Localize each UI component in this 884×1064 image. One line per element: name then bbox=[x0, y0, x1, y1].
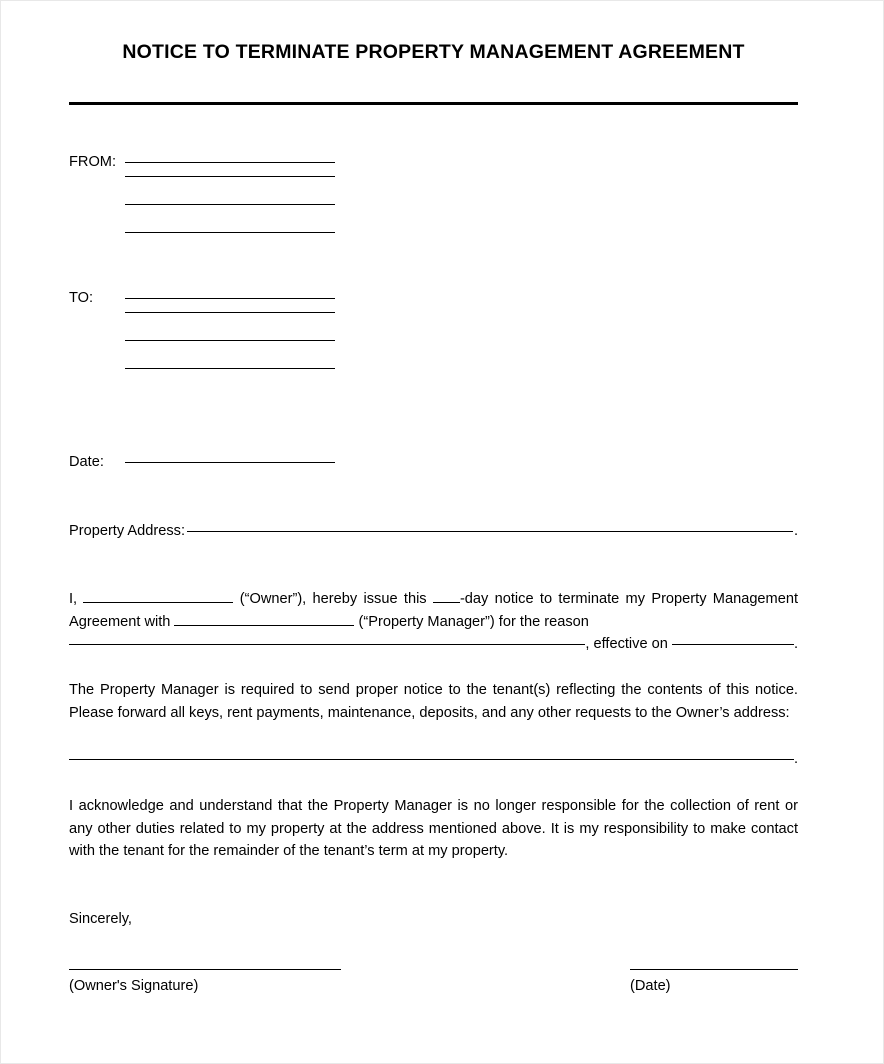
owner-name-input-line[interactable] bbox=[83, 591, 233, 603]
property-manager-input-line[interactable] bbox=[174, 614, 354, 626]
signature-date-input-line[interactable] bbox=[630, 969, 798, 970]
from-input-line-2[interactable] bbox=[125, 176, 335, 177]
property-address-period: . bbox=[793, 522, 798, 539]
from-address-block bbox=[69, 151, 798, 263]
date-field-row bbox=[69, 451, 798, 473]
to-line-2 bbox=[69, 315, 798, 343]
from-line-1 bbox=[69, 151, 798, 179]
from-input-line-1[interactable] bbox=[125, 162, 335, 163]
document-content bbox=[69, 1, 798, 996]
signature-date-caption: (Date) bbox=[630, 977, 671, 994]
to-input-line-1[interactable] bbox=[125, 298, 335, 299]
to-address-block bbox=[69, 287, 798, 399]
owner-signature-caption: (Owner's Signature) bbox=[69, 977, 199, 994]
para1-seg-3: -day notice to terminate my Property Management Agreement with bbox=[69, 591, 798, 630]
notice-days-input-line[interactable] bbox=[433, 591, 460, 603]
property-address-input-line[interactable] bbox=[187, 531, 793, 532]
date-input-line[interactable] bbox=[125, 462, 335, 463]
paragraph-two: The Property Manager is required to send proper notice to the tenant(s) reflecting the contents of this notice. Please forward all keys, rent payments, maintenance, deposits, and any other requests to the Owner’s address: bbox=[69, 682, 798, 721]
to-input-line-3[interactable] bbox=[125, 340, 335, 341]
page-title: NOTICE TO TERMINATE PROPERTY MANAGEMENT AGREEMENT bbox=[122, 41, 745, 63]
to-input-line-4[interactable] bbox=[125, 368, 335, 369]
property-address-label: Property Address: bbox=[69, 522, 185, 539]
owner-address-period: . bbox=[793, 751, 798, 768]
to-line-3 bbox=[69, 343, 798, 371]
to-line-4 bbox=[69, 371, 798, 399]
effective-on-label: , effective on bbox=[585, 636, 672, 653]
signature-block bbox=[69, 969, 798, 996]
owner-address-fill-row bbox=[69, 751, 798, 767]
para1-seg-1: I, bbox=[69, 591, 84, 608]
from-line-4 bbox=[69, 235, 798, 263]
paragraph-one-period: . bbox=[793, 636, 798, 653]
from-input-line-3[interactable] bbox=[125, 204, 335, 205]
from-line-3 bbox=[69, 207, 798, 235]
from-label: FROM: bbox=[69, 154, 117, 171]
para1-seg-4: (“Property Manager”) for the reason bbox=[354, 613, 589, 630]
to-label: TO: bbox=[69, 290, 94, 307]
reason-input-line[interactable] bbox=[69, 644, 585, 645]
from-input-line-4[interactable] bbox=[125, 232, 335, 233]
owner-signature-column bbox=[69, 969, 341, 996]
title-divider bbox=[69, 102, 798, 105]
from-line-2 bbox=[69, 179, 798, 207]
owner-signature-input-line[interactable] bbox=[69, 969, 341, 970]
paragraph-three: I acknowledge and understand that the Property Manager is no longer responsible for the collection of rent or any other duties related to my property at the address mentioned above. It is my responsibility to make contact with the tenant for the remainder of the tenant’s term at my property. bbox=[69, 798, 798, 860]
signature-date-column bbox=[630, 969, 798, 996]
to-line-1 bbox=[69, 287, 798, 315]
property-address-row bbox=[69, 520, 798, 542]
owner-address-input-line[interactable] bbox=[69, 759, 794, 760]
reason-line bbox=[69, 633, 798, 655]
closing-salutation: Sincerely, bbox=[69, 911, 132, 928]
effective-date-input-line[interactable] bbox=[672, 644, 794, 645]
date-label: Date: bbox=[69, 454, 104, 471]
para1-seg-2: (“Owner”), hereby issue this bbox=[233, 591, 433, 608]
to-input-line-2[interactable] bbox=[125, 312, 335, 313]
paragraph-one bbox=[69, 588, 798, 633]
